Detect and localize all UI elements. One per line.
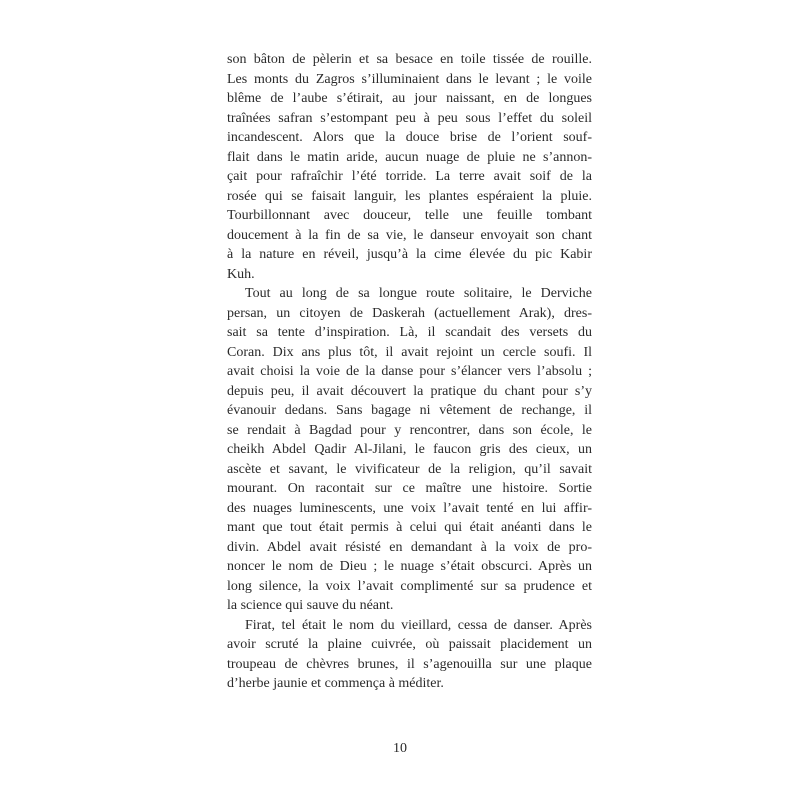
text-line: Les monts du Zagros s’illuminaient dans le levant ; le voile [227, 71, 592, 87]
text-line: avoir scruté la plaine cuivrée, où paissait placidement un [227, 637, 592, 652]
text-line: depuis peu, il avait découvert la pratique du chant pour s’y [227, 383, 592, 399]
text-line: avait choisi la voie de la danse pour s’élancer vers l’absolu ; [227, 364, 592, 379]
text-line: des nuages luminescents, une voix l’avait tenté en lui affir- [227, 500, 592, 516]
paragraph [227, 284, 592, 616]
page-number: 10 [393, 741, 407, 756]
text-line: doucement à la fin de sa vie, le danseur envoyait son chant [227, 227, 592, 243]
paragraph [227, 50, 592, 284]
text-line: long silence, la voix l’avait complimenté sur sa prudence et [227, 578, 592, 594]
text-line: Tourbillonnant avec douceur, telle une feuille tombant [227, 208, 592, 223]
text-line: sait sa tente d’inspiration. Là, il scandait des versets du [227, 325, 592, 340]
text-line: blême de l’aube s’étirait, au jour naissant, en de longues [227, 91, 592, 106]
text-line: ascète et savant, le vivificateur de la religion, qu’il savait [227, 461, 592, 477]
text-line: Kuh. [227, 266, 255, 282]
text-line: Firat, tel était le nom du vieillard, cessa de danser. Après [245, 617, 592, 633]
text-line: à la nature en réveil, jusqu’à la cime élevée du pic Kabir [227, 247, 592, 262]
text-line: incandescent. Alors que la douce brise de l’orient souf- [227, 130, 592, 145]
book-page-text [227, 50, 592, 694]
text-line: persan, un citoyen de Daskerah (actuellement Arak), dres- [227, 305, 592, 321]
text-line: mant que tout était permis à celui qui était anéanti dans le [227, 520, 592, 535]
text-line: cheikh Abdel Qadir Al-Jilani, le faucon gris des cieux, un [227, 442, 592, 457]
paragraph [227, 616, 592, 694]
text-line: rosée qui se faisait languir, les plantes espéraient la pluie. [227, 188, 592, 204]
text-line: se rendait à Bagdad pour y rencontrer, dans son école, le [227, 422, 592, 438]
text-line: noncer le nom de Dieu ; le nuage s’était obscurci. Après un [227, 559, 592, 574]
text-line: çait pour rafraîchir l’été torride. La terre avait soif de la [227, 169, 592, 184]
text-line: divin. Abdel avait résisté en demandant à la voix de pro- [227, 539, 592, 555]
text-line: d’herbe jaunie et commença à méditer. [227, 676, 444, 691]
text-line: son bâton de pèlerin et sa besace en toile tissée de rouille. [227, 52, 592, 67]
text-line: Tout au long de sa longue route solitaire, le Derviche [245, 286, 592, 301]
text-line: évanouir dedans. Sans bagage ni vêtement de rechange, il [227, 403, 592, 418]
text-line: traînées safran s’estompant peu à peu sous l’effet du soleil [227, 110, 592, 126]
text-line: troupeau de chèvres brunes, il s’agenouilla sur une plaque [227, 656, 592, 672]
text-line: flait dans le matin aride, aucun nuage de pluie ne s’annon- [227, 149, 592, 165]
text-line: la science qui sauve du néant. [227, 598, 394, 613]
text-line: Coran. Dix ans plus tôt, il avait rejoint un cercle soufi. Il [227, 344, 592, 360]
text-line: mourant. On racontait sur ce maître une histoire. Sortie [227, 481, 592, 496]
